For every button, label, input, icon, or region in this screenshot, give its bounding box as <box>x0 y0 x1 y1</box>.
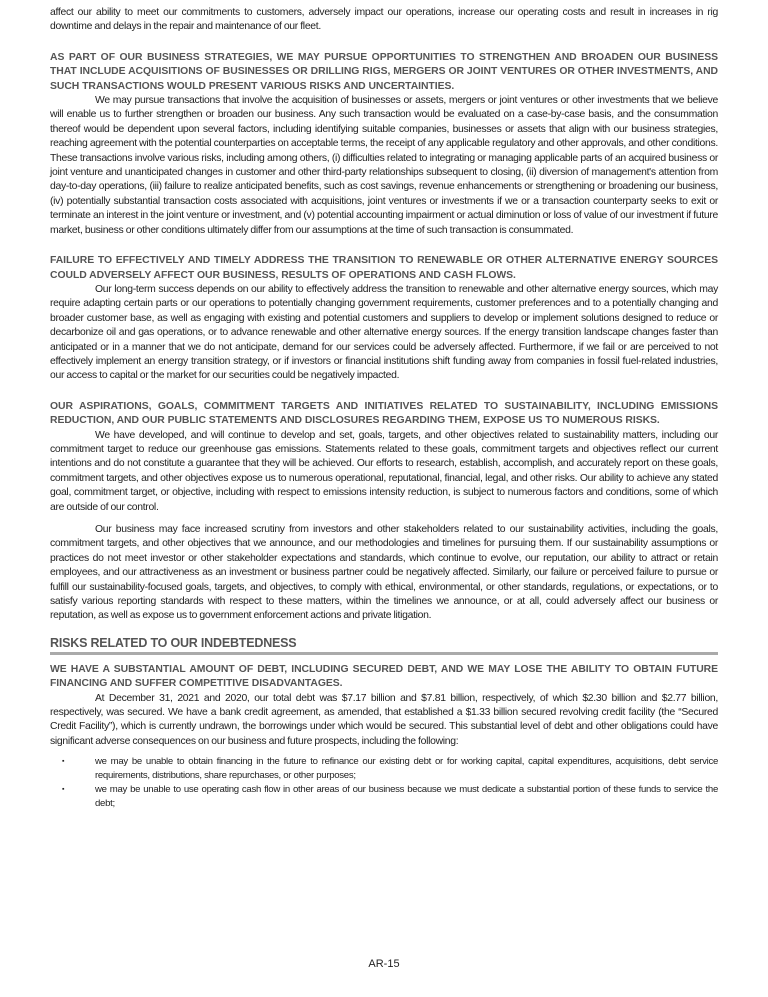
paragraph: At December 31, 2021 and 2020, our total debt was $7.17 billion and $7.81 billion, respectively, of which $2.30 billion and $2.77 billion, respectively, was secured. We have a bank credit agreement, as amended, that established a $1.33 billion secured revolving credit facility (the “Secured Credit Facility”), which is currently undrawn, the borrowings under which would be secured. This substantial level of debt and other obligations could have significant adverse consequences on our business and future prospects, including the following: <box>50 692 718 747</box>
bullet-icon: ▪ <box>62 758 65 766</box>
bullet-icon: ▪ <box>62 786 65 794</box>
section-heading: FAILURE TO EFFECTIVELY AND TIMELY ADDRESS THE TRANSITION TO RENEWABLE OR OTHER ALTERNATIVE ENERGY SOURCES COULD ADVERSELY AFFECT OUR BUSINESS, RESULTS OF OPERATIONS AND CASH FLOWS. <box>50 255 718 281</box>
major-heading: RISKS RELATED TO OUR INDEBTEDNESS <box>50 636 718 655</box>
bullet-list <box>50 755 718 810</box>
page-number: AR-15 <box>368 958 400 970</box>
section-heading: WE HAVE A SUBSTANTIAL AMOUNT OF DEBT, INCLUDING SECURED DEBT, AND WE MAY LOSE THE ABILITY TO OBTAIN FUTURE FINANCING AND SUFFER COMPETITIVE DISADVANTAGES. <box>50 663 718 690</box>
paragraph: affect our ability to meet our commitments to customers, adversely impact our operations, increase our operating costs and result in increases in rig downtime and delays in the repair and maintenance of our fleet. <box>50 7 718 33</box>
document-page <box>50 6 718 811</box>
paragraph: We have developed, and will continue to develop and set, goals, targets, and other objectives related to sustainability matters, including our commitment target to reduce our greenhouse gas emissions. Statements related to these goals, commitment targets and objectives reflect our current intentions and do not constitute a guarantee that they will be achieved. Our efforts to research, establish, accomplish, and accurately report on these goals, commitment targets, and other objectives expose us to numerous operational, reputational, financial, legal, and other risks. Our ability to achieve any stated goal, commitment target, or objective, including with respect to emissions intensity reduction, is subject to numerous factors and conditions, some of which are outside of our control. <box>50 429 718 513</box>
section-heading: AS PART OF OUR BUSINESS STRATEGIES, WE MAY PURSUE OPPORTUNITIES TO STRENGTHEN AND BROADEN OUR BUSINESS THAT INCLUDE ACQUISITIONS OF BUSINESSES OR DRILLING RIGS, MERGERS OR JOINT VENTURES OR OTHER INVESTMENTS, AND SUCH TRANSACTIONS WOULD PRESENT VARIOUS RISKS AND UNCERTAINTIES. <box>50 51 718 92</box>
paragraph: Our business may face increased scrutiny from investors and other stakeholders related to our sustainability activities, including the goals, commitment targets, and other objectives that we announce, and our methodologies and timelines for pursuing them. If our sustainability assumptions or practices do not meet investor or other stakeholder expectations and standards, which continue to evolve, our reputation, our ability to attract or retain employees, and our attractiveness as an investment or business partner could be negatively affected. Similarly, our failure or perceived failure to pursue or fulfill our sustainability-focused goals, targets, and objectives, to comply with ethical, environmental, or other standards, regulations, or expectations, or to satisfy various reporting standards with respect to these matters, within the timelines we announce, or at all, could adversely affect our business or reputation, as well as expose us to government enforcement actions and private litigation. <box>50 524 718 622</box>
list-item <box>50 783 718 810</box>
section-heading: OUR ASPIRATIONS, GOALS, COMMITMENT TARGETS AND INITIATIVES RELATED TO SUSTAINABILITY, INCLUDING EMISSIONS REDUCTION, AND OUR PUBLIC STATEMENTS AND DISCLOSURES REGARDING THEM, EXPOSE US TO NUMEROUS RISKS. <box>50 400 718 427</box>
paragraph: We may pursue transactions that involve the acquisition of businesses or assets, mergers or joint ventures or other investments that we believe will enable us to further strengthen or broaden our business. Any such transaction would be evaluated on a case-by-case basis, and the consummation thereof would be dependent upon several factors, including identifying suitable companies, businesses or assets that align with our business strategies, reaching agreement with the potential counterparties on acceptable terms, the receipt of any applicable regulatory and other approvals, and other conditions. These transactions involve various risks, including among others, (i) difficulties related to integrating or managing applicable parts of an acquired business or joint venture and unanticipated changes in customer and other third-party relationships subsequent to closing, (ii) diversion of management's attention from day-to-day operations, (iii) failure to realize anticipated benefits, such as cost savings, revenue enhancements or strengthening or broadening our business, (iv) potentially substantial transaction costs associated with acquisitions, joint ventures or investments if we or a transaction counterparty seeks to exit or terminate an interest in the joint venture or investment, and (v) potential accounting impairment or actual diminution or loss of value of our investment if future market, business or other conditions ultimately differ from our assumptions at the time of such transaction is consummated. <box>50 95 718 236</box>
list-item-text: we may be unable to obtain financing in the future to refinance our existing debt or for working capital, capital expenditures, acquisitions, debt service requirements, distributions, share repurchases, or other purposes; <box>95 756 718 781</box>
list-item-text: we may be unable to use operating cash flow in other areas of our business because we must dedicate a substantial portion of these funds to service the debt; <box>95 784 718 809</box>
paragraph: Our long-term success depends on our ability to effectively address the transition to renewable and other alternative energy sources, which may require adapting certain parts or our operations to potentially changing government requirements, customer preferences and to a potentially changing and broader customer base, as well as engaging with existing and potential customers and suppliers to develop or implement solutions designed to reduce or decarbonize oil and gas operations, or to advance renewable and other alternative energy sources. If the energy transition landscape changes faster than anticipated or in a manner that we do not anticipate, demand for our services could be adversely affected. Furthermore, if we fail or are perceived to not effectively implement an energy transition strategy, or if investors or financial institutions shift funding away from companies in fossil fuel-related industries, our access to capital or the market for our securities could be negatively impacted. <box>50 283 718 382</box>
list-item <box>50 755 718 782</box>
